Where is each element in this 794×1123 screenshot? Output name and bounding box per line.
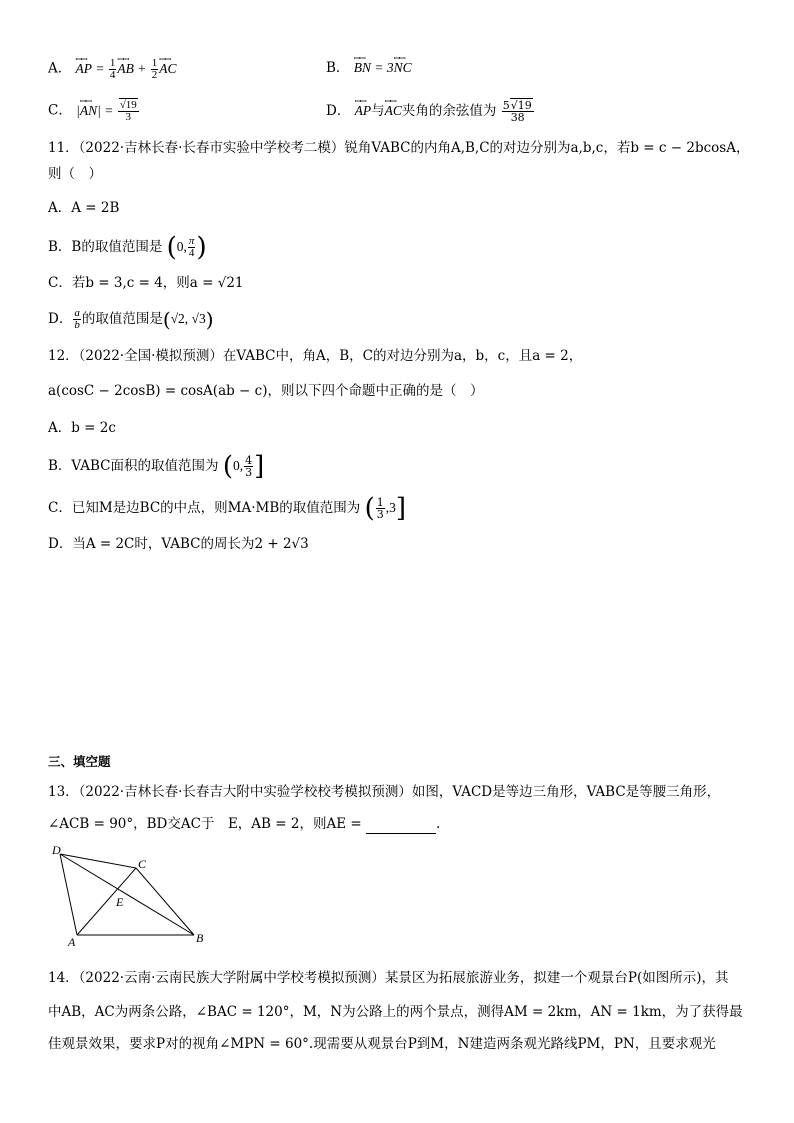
q11-b-text: B．B的取值范围是 [48, 239, 163, 255]
label-B: B [196, 931, 204, 945]
q10-option-d [326, 100, 535, 123]
edge-AC [77, 868, 136, 935]
option-label: C． [48, 102, 72, 119]
q10-option-c [48, 100, 140, 123]
option-label: A． [48, 60, 72, 77]
answer-blank[interactable] [366, 833, 436, 834]
q13-text: ∠ACB = 90°，BD交AC于 E，AB = 2，则AE = [48, 816, 362, 832]
q12-option-a: A．b = 2c [48, 420, 116, 436]
q10-d-vec1: ꟷꟷ AP [355, 103, 372, 118]
q12-c-text: C．已知M是边BC的中点，则MA·MB的取值范围为 [48, 500, 361, 516]
q11-d-fraction: $\frac{a}{b}$ [74, 307, 80, 331]
q12-b-text: B．VABC面积的取值范围为 [48, 458, 219, 474]
q10-d-text2: 夹角的余弦值为 [401, 103, 497, 119]
label-A: A [68, 935, 76, 949]
edge-CB [136, 868, 194, 935]
q10-d-vec2: ꟷꟷ AC [385, 103, 402, 118]
option-label: D． [326, 103, 351, 119]
q11-option-b: B．B的取值范围是 (0, $\frac{\pi}{4}$ ) [48, 232, 207, 263]
q12-option-c: C．已知M是边BC的中点，则MA·MB的取值范围为 ( $\frac{1}{3}$ ,3] [48, 493, 406, 524]
q13-stem: 13．（2022·吉林长春·长春吉大附中实验学校校考模拟预测）如图，VACD是等边三角形，VABC是等腰三角形， [48, 784, 721, 800]
q11-option-c: C．若b = 3,c = 4，则a = √21 [48, 275, 244, 291]
q14-line1: 14．（2022·云南·云南民族大学附属中学校考模拟预测）某景区为拓展旅游业务，拟建一个观景台P(如图所示)，其 [48, 970, 729, 986]
label-E: E [116, 895, 124, 909]
q13-stem-cont [48, 814, 440, 834]
q14-line3: 佳观景效果，要求P对的视角∠MPN = 60°.现需要从观景台P到M，N建造两条观光路线PM，PN，且要求观光 [48, 1036, 716, 1052]
q11-d-label: D． [48, 311, 73, 327]
q11-option-d: D． $\frac{a}{b}$ 的取值范围是(√2, √3) [48, 307, 214, 332]
q10-d-value: $\frac{5√19}{38}$ [502, 99, 532, 124]
q12-stem-cont: a(cosC − 2cosB) = cosA(ab − c)，则以下四个命题中正确的是（ ） [48, 383, 484, 399]
section-title: 三、填空题 [48, 754, 111, 769]
q10-c-formula: |ꟷꟷ AN| = $\frac{√19}{3}$ [76, 103, 140, 118]
q11-stem-cont: 则（ ） [48, 166, 102, 182]
q13-period: . [435, 816, 441, 832]
q12-option-b: B．VABC面积的取值范围为 (0, $\frac{4}{3}$ ] [48, 451, 265, 482]
edge-DA [60, 854, 77, 935]
q10-option-b [326, 58, 412, 78]
q10-d-text: 与 [371, 103, 385, 119]
q11-option-a: A．A = 2B [48, 200, 120, 216]
label-C: C [138, 857, 147, 871]
q14-line2: 中AB，AC为两条公路，∠BAC = 120°，M，N为公路上的两个景点，测得AM = 2km，AN = 1km，为了获得最 [48, 1004, 743, 1020]
q11-stem: 11．（2022·吉林长春·长春市实验中学校考二模）锐角VABC的内角A,B,C的对边分别为a,b,c，若b = c − 2bcosA， [48, 140, 750, 156]
option-label: B． [326, 60, 350, 76]
q12-stem: 12．（2022·全国·模拟预测）在VABC中，角A，B，C的对边分别为a，b，c，且a = 2， [48, 348, 583, 364]
q10-option-a [48, 58, 177, 81]
q10-b-formula: ꟷꟷ BN = 3ꟷꟷ NC [354, 60, 412, 75]
q11-d-text: 的取值范围是 [81, 311, 163, 327]
q10-a-formula: ꟷꟷ AP = $\frac{1}{4}$ ꟷꟷ AB + $\frac{1}{2}$ ꟷꟷ AC [76, 61, 177, 76]
q13-figure [44, 840, 216, 950]
q12-option-d: D．当A = 2C时，VABC的周长为2 + 2√3 [48, 536, 309, 552]
label-D: D [52, 843, 61, 857]
